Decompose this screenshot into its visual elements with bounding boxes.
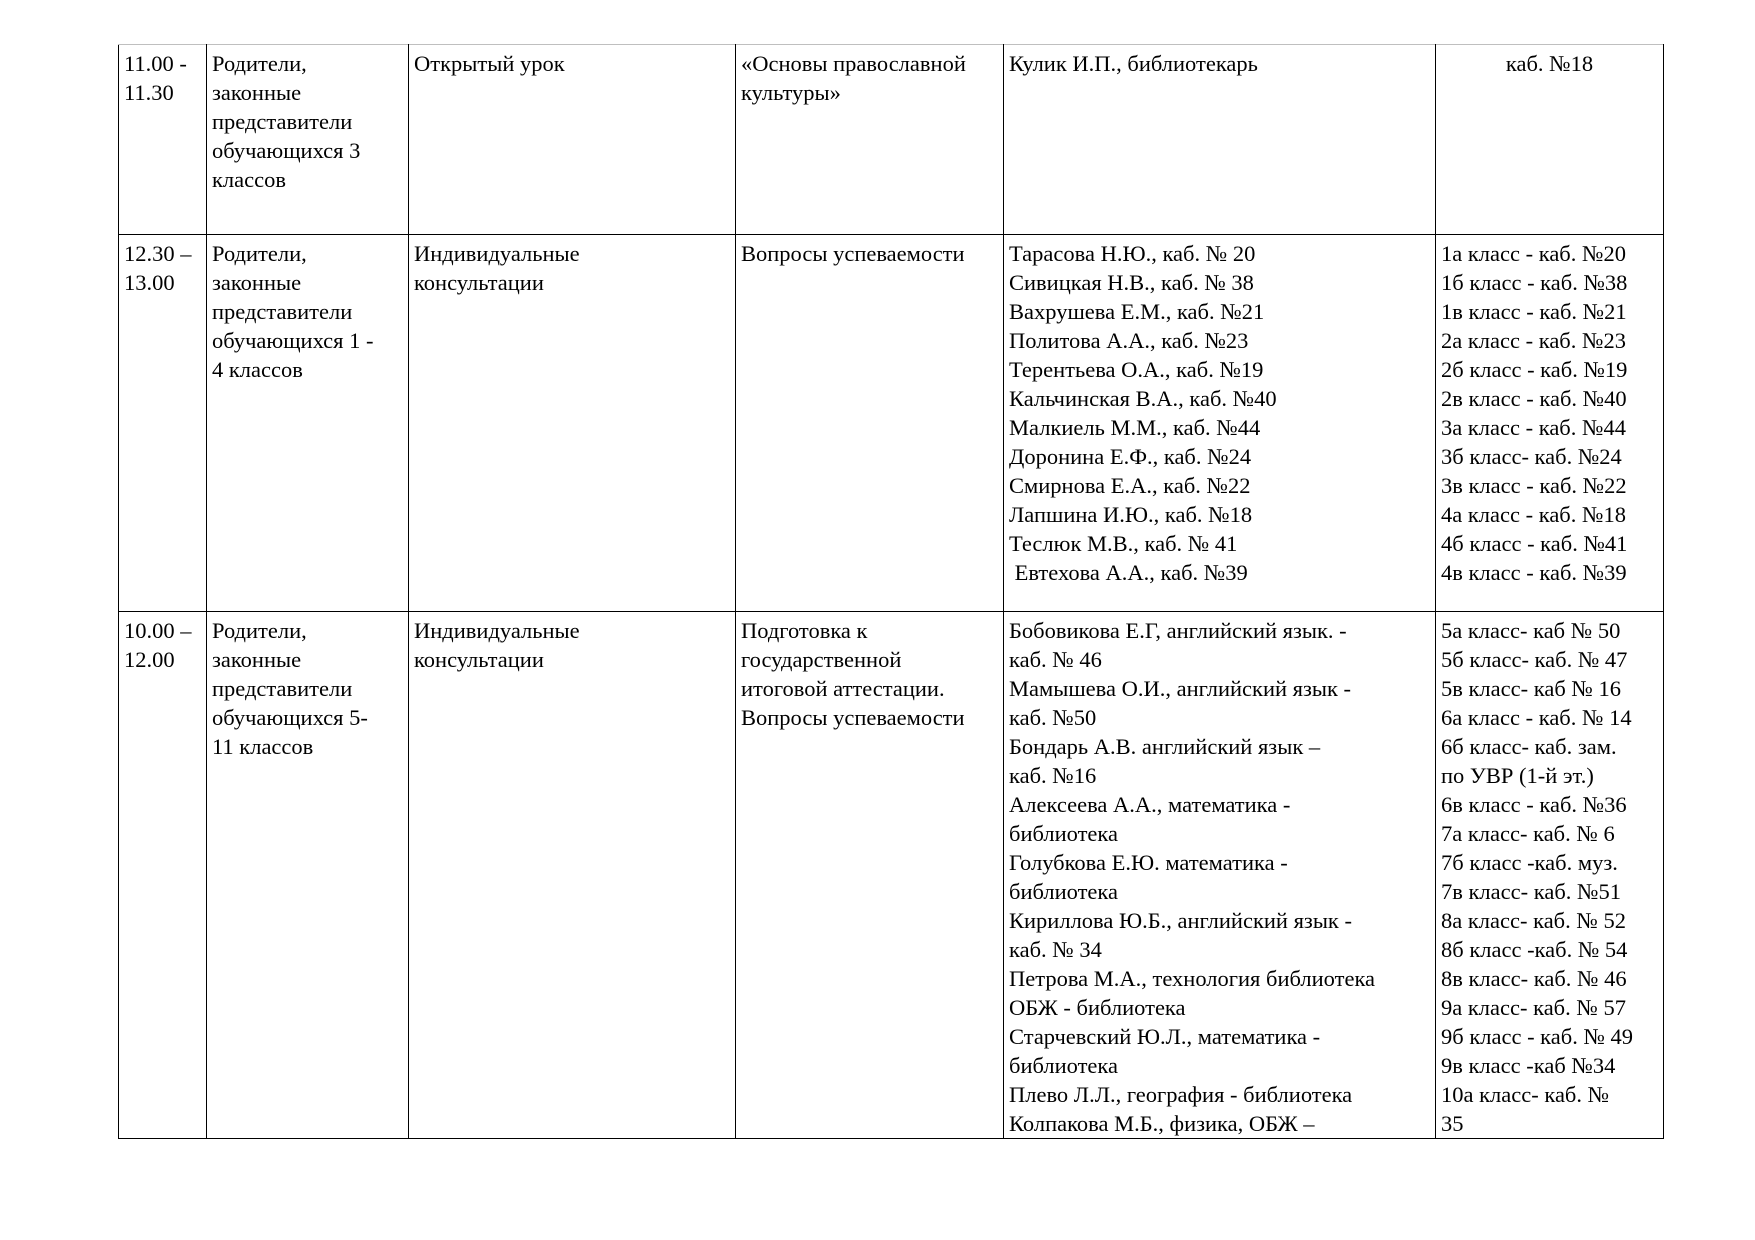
time-cell <box>119 45 207 235</box>
responsible-cell <box>1004 235 1436 612</box>
place-line: 8б класс -каб. № 54 <box>1441 937 1628 962</box>
responsible-line: Теслюк М.В., каб. № 41 <box>1009 531 1238 556</box>
responsible-line: библиотека <box>1009 879 1118 904</box>
responsible-cell <box>1004 45 1436 235</box>
participants-cell <box>207 235 409 612</box>
place-line: 1а класс - каб. №20 <box>1441 241 1626 266</box>
place-line: 4а класс - каб. №18 <box>1441 502 1626 527</box>
time-cell <box>119 612 207 1139</box>
place-line: 8в класс- каб. № 46 <box>1441 966 1627 991</box>
responsible-line: Терентьева О.А., каб. №19 <box>1009 357 1264 382</box>
topic-text: Вопросы успеваемости <box>741 241 965 266</box>
place-line: 35 <box>1441 1111 1464 1136</box>
place-cell <box>1436 235 1664 612</box>
topic-cell <box>736 235 1004 612</box>
time-text: 12.30 – 13.00 <box>124 241 192 295</box>
participants-cell <box>207 45 409 235</box>
responsible-line: Петрова М.А., технология библиотека <box>1009 966 1376 991</box>
responsible-line: библиотека <box>1009 1053 1118 1078</box>
responsible-line: Евтехова А.А., каб. №39 <box>1009 560 1248 585</box>
place-line: 9а класс- каб. № 57 <box>1441 995 1626 1020</box>
responsible-cell <box>1004 612 1436 1139</box>
place-line: по УВР (1-й эт.) <box>1441 763 1594 788</box>
responsible-line: Мамышева О.И., английский язык - <box>1009 676 1352 701</box>
topic-cell <box>736 45 1004 235</box>
responsible-line: Бобовикова Е.Г, английский язык. - <box>1009 618 1347 643</box>
responsible-line: Кириллова Ю.Б., английский язык - <box>1009 908 1352 933</box>
table-row <box>119 235 1664 612</box>
place-line: 3а класс - каб. №44 <box>1441 415 1626 440</box>
place-line: 2а класс - каб. №23 <box>1441 328 1626 353</box>
place-line: 3б класс- каб. №24 <box>1441 444 1622 469</box>
place-line: 5а класс- каб № 50 <box>1441 618 1621 643</box>
responsible-line: Лапшина И.Ю., каб. №18 <box>1009 502 1253 527</box>
form-cell <box>409 235 736 612</box>
responsible-line: библиотека <box>1009 821 1118 846</box>
topic-text: Подготовка к государственной итоговой аттестации. Вопросы успеваемости <box>741 618 965 730</box>
place-line: 2б класс - каб. №19 <box>1441 357 1628 382</box>
responsible-line: Голубкова Е.Ю. математика - <box>1009 850 1288 875</box>
responsible-line: Вахрушева Е.М., каб. №21 <box>1009 299 1265 324</box>
participants-text: Родители, законные представители обучающихся 5- 11 классов <box>212 618 368 759</box>
time-cell <box>119 235 207 612</box>
place-line: каб. №18 <box>1505 51 1594 76</box>
responsible-line: каб. №50 <box>1009 705 1097 730</box>
form-text: Открытый урок <box>414 51 565 76</box>
participants-text: Родители, законные представители обучающихся 1 - 4 классов <box>212 241 374 382</box>
place-line: 6в класс - каб. №36 <box>1441 792 1627 817</box>
responsible-line: каб. № 46 <box>1009 647 1102 672</box>
place-line: 1б класс - каб. №38 <box>1441 270 1628 295</box>
responsible-line: ОБЖ - библиотека <box>1009 995 1186 1020</box>
place-cell <box>1436 612 1664 1139</box>
responsible-line: Доронина Е.Ф., каб. №24 <box>1009 444 1252 469</box>
form-text: Индивидуальные консультации <box>414 618 580 672</box>
place-line: 2в класс - каб. №40 <box>1441 386 1627 411</box>
responsible-line: Старчевский Ю.Л., математика - <box>1009 1024 1321 1049</box>
place-line: 4в класс - каб. №39 <box>1441 560 1627 585</box>
responsible-line: каб. № 34 <box>1009 937 1102 962</box>
time-text: 10.00 – 12.00 <box>124 618 192 672</box>
participants-text: Родители, законные представители обучающихся 3 классов <box>212 51 361 192</box>
form-cell <box>409 45 736 235</box>
place-line: 7в класс- каб. №51 <box>1441 879 1621 904</box>
responsible-line: Плево Л.Л., география - библиотека <box>1009 1082 1353 1107</box>
place-line: 10а класс- каб. № <box>1441 1082 1610 1107</box>
topic-cell <box>736 612 1004 1139</box>
table-row <box>119 45 1664 235</box>
responsible-line: Тарасова Н.Ю., каб. № 20 <box>1009 241 1256 266</box>
responsible-line: Малкиель М.М., каб. №44 <box>1009 415 1261 440</box>
place-line: 5б класс- каб. № 47 <box>1441 647 1628 672</box>
place-line: 9в класс -каб №34 <box>1441 1053 1616 1078</box>
place-line: 4б класс - каб. №41 <box>1441 531 1628 556</box>
topic-text: «Основы православной культуры» <box>741 51 966 105</box>
form-cell <box>409 612 736 1139</box>
responsible-line: Кальчинская В.А., каб. №40 <box>1009 386 1277 411</box>
place-line: 6а класс - каб. № 14 <box>1441 705 1632 730</box>
place-line: 8а класс- каб. № 52 <box>1441 908 1626 933</box>
responsible-line: Смирнова Е.А., каб. №22 <box>1009 473 1251 498</box>
place-line: 5в класс- каб № 16 <box>1441 676 1621 701</box>
participants-cell <box>207 612 409 1139</box>
responsible-line: Алексеева А.А., математика - <box>1009 792 1291 817</box>
place-line: 3в класс - каб. №22 <box>1441 473 1627 498</box>
form-text: Индивидуальные консультации <box>414 241 580 295</box>
schedule-table <box>118 44 1664 1139</box>
responsible-line: каб. №16 <box>1009 763 1097 788</box>
place-line: 1в класс - каб. №21 <box>1441 299 1627 324</box>
place-cell <box>1436 45 1664 235</box>
responsible-line: Сивицкая Н.В., каб. № 38 <box>1009 270 1254 295</box>
table-row <box>119 612 1664 1139</box>
responsible-line: Бондарь А.В. английский язык – <box>1009 734 1321 759</box>
responsible-line: Политова А.А., каб. №23 <box>1009 328 1249 353</box>
responsible-line: Колпакова М.Б., физика, ОБЖ – <box>1009 1111 1315 1136</box>
responsible-line: Кулик И.П., библиотекарь <box>1009 51 1258 76</box>
place-line: 7а класс- каб. № 6 <box>1441 821 1615 846</box>
place-line: 9б класс - каб. № 49 <box>1441 1024 1634 1049</box>
time-text: 11.00 - 11.30 <box>124 51 187 105</box>
place-line: 6б класс- каб. зам. <box>1441 734 1617 759</box>
place-line: 7б класс -каб. муз. <box>1441 850 1618 875</box>
